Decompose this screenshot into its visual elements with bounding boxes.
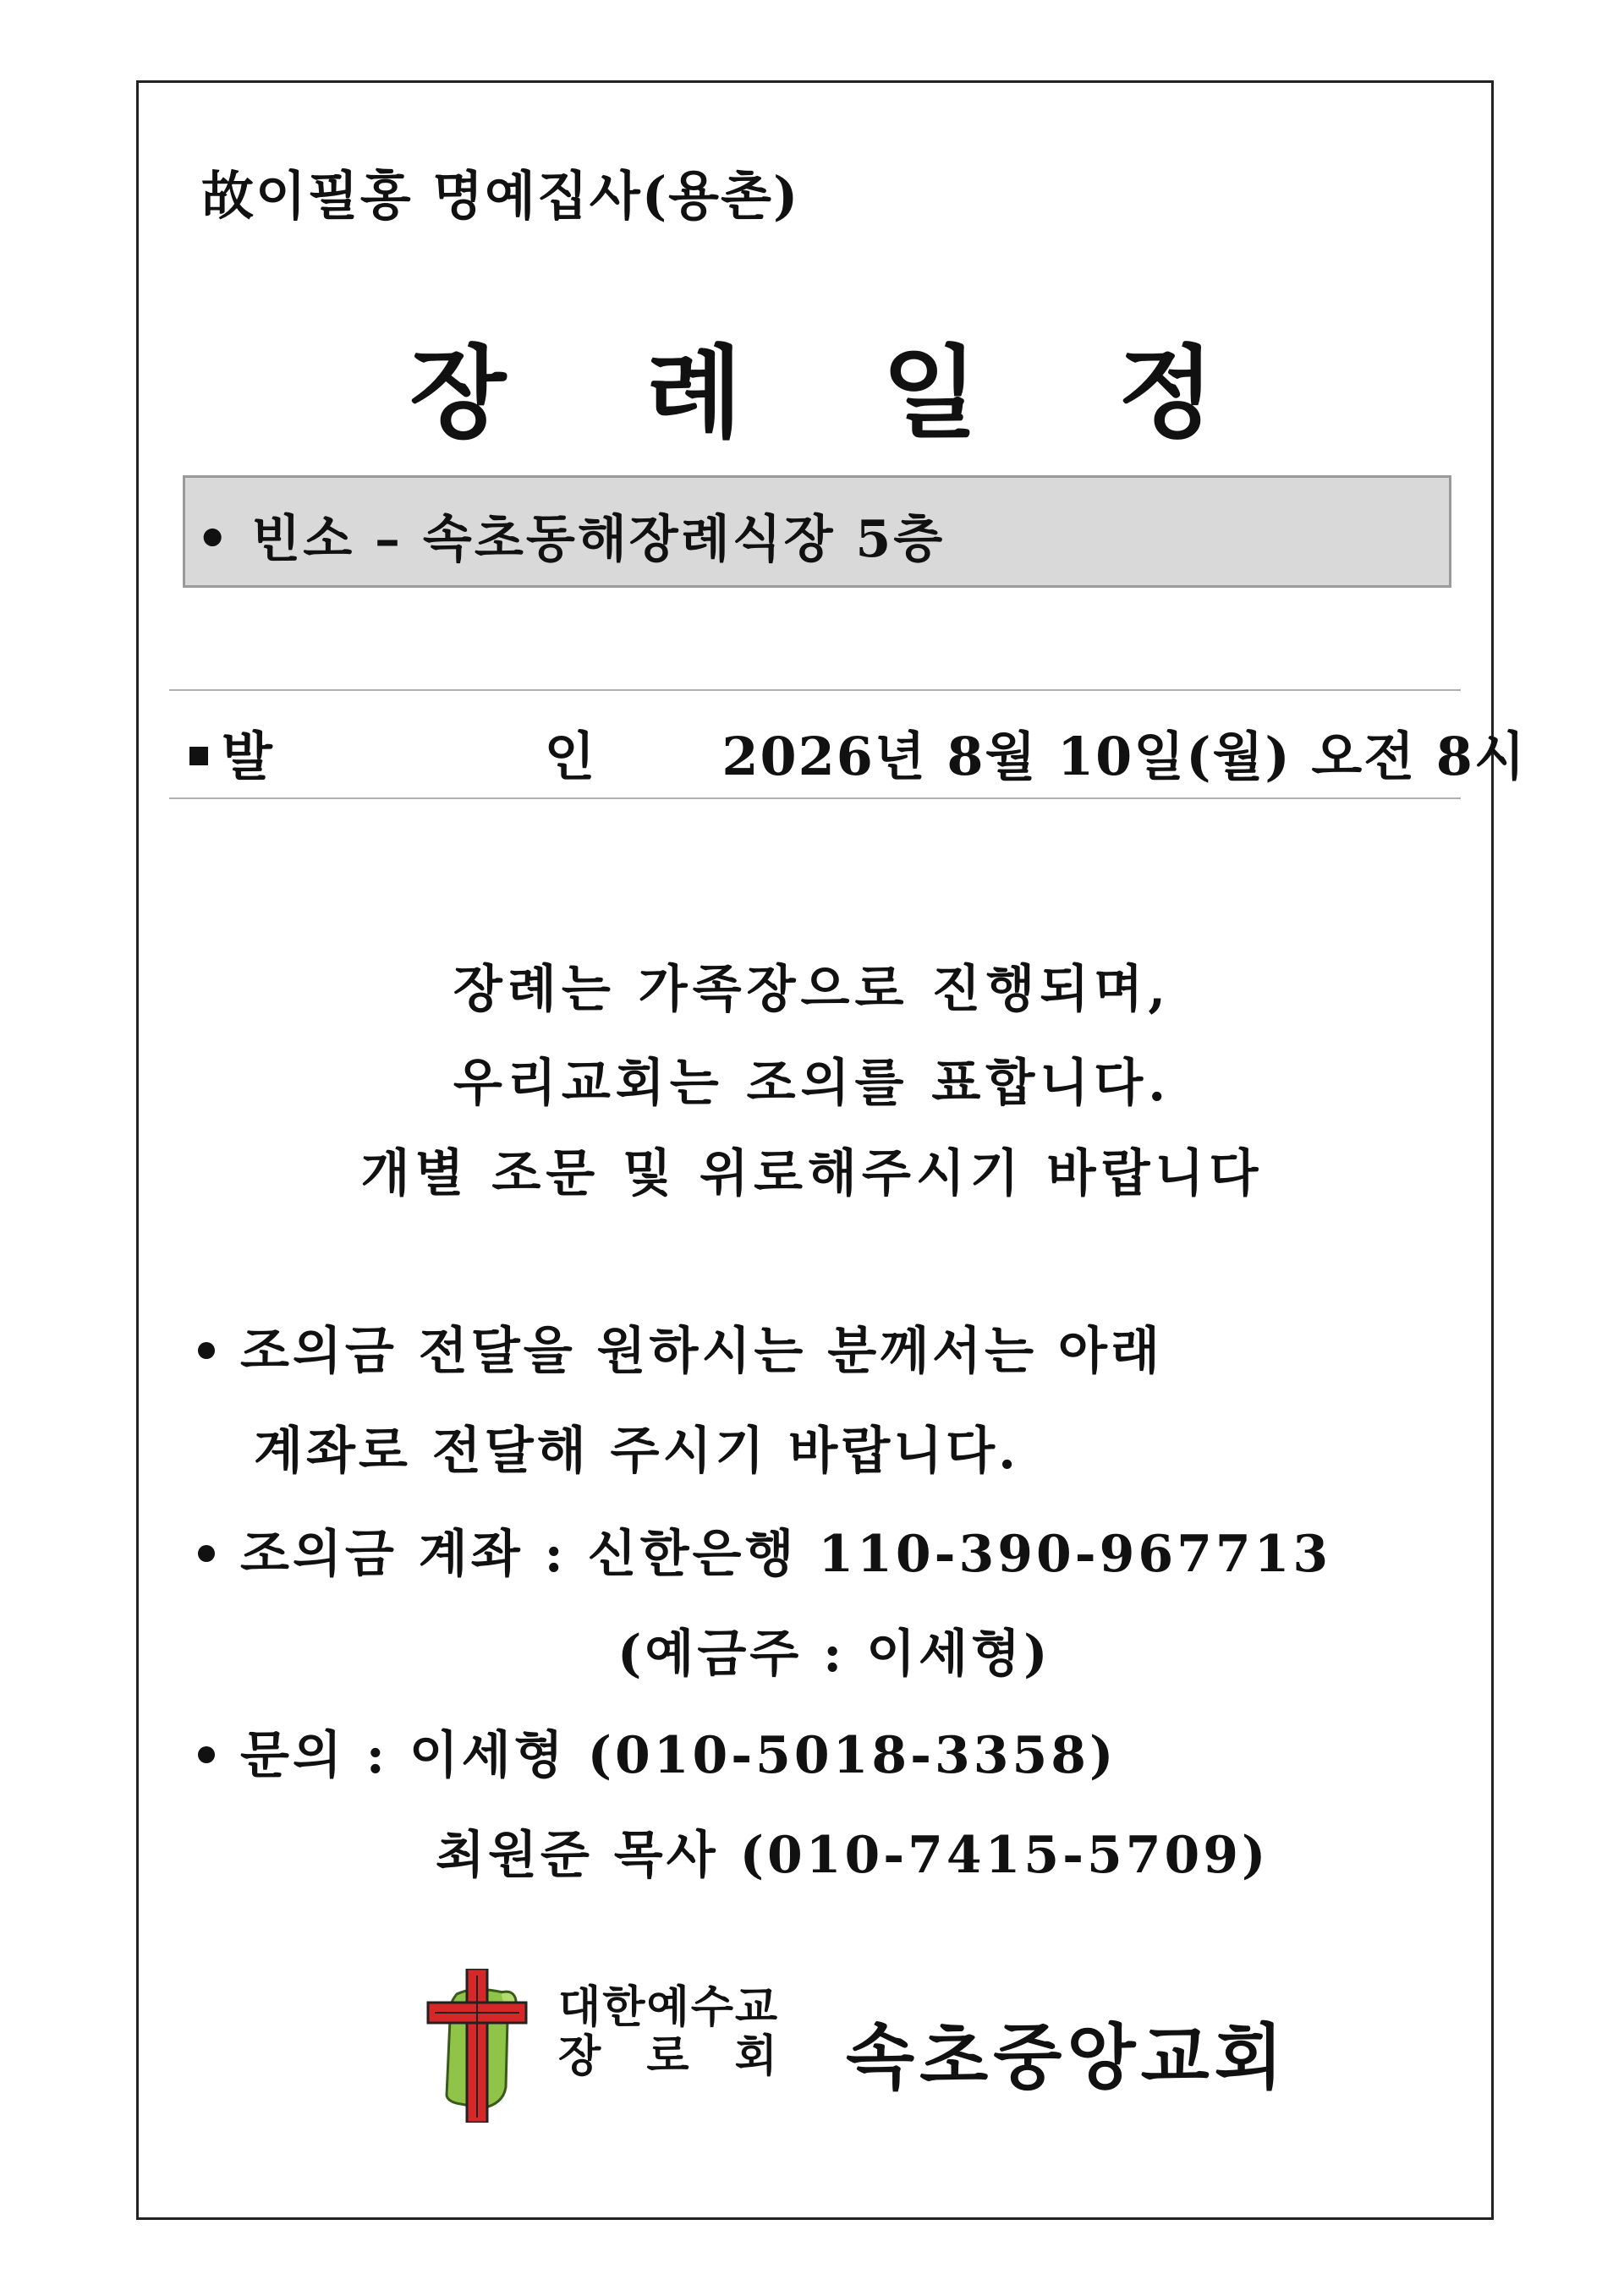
divider-top (169, 689, 1461, 691)
departure-row (189, 715, 1527, 790)
departure-label: 발 인 (222, 726, 722, 787)
notice-line-2: 우리교회는 조의를 표합니다. (453, 1054, 1171, 1113)
departure-value: 2026년 8월 10일(월) 오전 8시 (721, 726, 1527, 787)
venue-text: • 빈소 – 속초동해장례식장 5층 (196, 510, 946, 569)
notice-line-3: 개별 조문 및 위로해주시기 바랍니다 (360, 1144, 1264, 1203)
list-item-transfer (198, 1311, 1163, 1384)
cross-scroll-icon (423, 1969, 533, 2123)
transfer-line-1: 조의금 전달을 원하시는 분께서는 아래 (240, 1322, 1163, 1381)
transfer-line-2: 계좌로 전달해 주시기 바랍니다. (254, 1422, 1020, 1481)
inquiry-pastor: 최원준 목사 (010-7415-5709) (436, 1826, 1270, 1885)
account-text: 조의금 계좌 : 신한은행 110-390-967713 (240, 1525, 1332, 1584)
list-item-account (198, 1514, 1331, 1586)
denomination-line-1: 대한예수교 (558, 1981, 780, 2033)
notice-line-1: 장례는 가족장으로 진행되며, (453, 960, 1171, 1019)
list-item-inquiry (198, 1715, 1116, 1788)
divider-bottom (169, 797, 1461, 799)
church-name: 속초중앙교회 (846, 2015, 1288, 2099)
deceased-name: 故이필홍 명예집사(용촌) (201, 165, 800, 227)
page-title: 장 례 일 정 (409, 334, 1267, 452)
bullet-icon (198, 1746, 215, 1763)
bullet-icon (198, 1545, 215, 1562)
account-holder: (예금주 : 이세형) (617, 1625, 1051, 1684)
denomination-line-2: 장 로 회 (558, 2030, 793, 2082)
square-bullet-icon (189, 747, 208, 765)
bullet-icon (198, 1342, 215, 1359)
inquiry-text: 문의 : 이세형 (010-5018-3358) (240, 1726, 1117, 1785)
